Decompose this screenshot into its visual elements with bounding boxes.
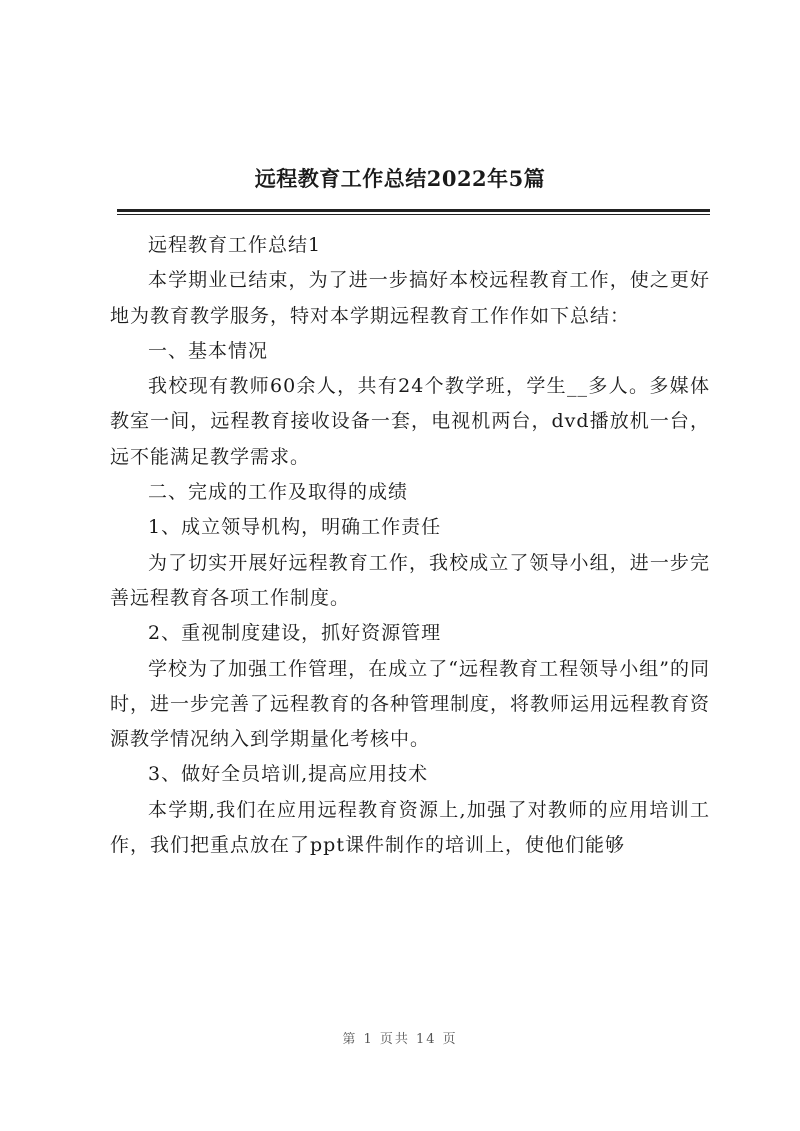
section-heading: 远程教育工作总结1 bbox=[148, 234, 322, 256]
paragraph: 为了切实开展好远程教育工作，我校成立了领导小组，进一步完善远程教育各项工作制度。 bbox=[110, 551, 710, 609]
section-heading: 二、完成的工作及取得的成绩 bbox=[148, 481, 409, 504]
title-divider-thin bbox=[117, 214, 710, 215]
title-divider bbox=[117, 209, 710, 212]
page-number-footer: 第 1 页共 14 页 bbox=[342, 1032, 458, 1047]
paragraph: 我校现有教师60余人，共有24个教学班，学生__多人。多媒体教室一间，远程教育接收设备一套，电视机两台，dvd播放机一台，远不能满足教学需求。 bbox=[110, 375, 710, 468]
section-heading: 一、基本情况 bbox=[148, 339, 269, 362]
document-title: 远程教育工作总结2022年5篇 bbox=[254, 166, 546, 191]
document-body bbox=[110, 228, 710, 863]
paragraph: 本学期,我们在应用远程教育资源上,加强了对教师的应用培训工作，我们把重点放在了ppt课件制作的培训上，使他们能够 bbox=[110, 798, 710, 857]
subsection-heading: 2、重视制度建设，抓好资源管理 bbox=[148, 622, 442, 645]
subsection-heading: 3、做好全员培训,提高应用技术 bbox=[148, 763, 429, 786]
subsection-heading: 1、成立领导机构，明确工作责任 bbox=[148, 516, 442, 539]
paragraph: 本学期业已结束，为了进一步搞好本校远程教育工作，使之更好地为教育教学服务，特对本学期远程教育工作作如下总结： bbox=[110, 269, 710, 327]
paragraph: 学校为了加强工作管理，在成立了“远程教育工程领导小组”的同时，进一步完善了远程教育的各种管理制度，将教师运用远程教育资源教学情况纳入到学期量化考核中。 bbox=[110, 657, 711, 751]
